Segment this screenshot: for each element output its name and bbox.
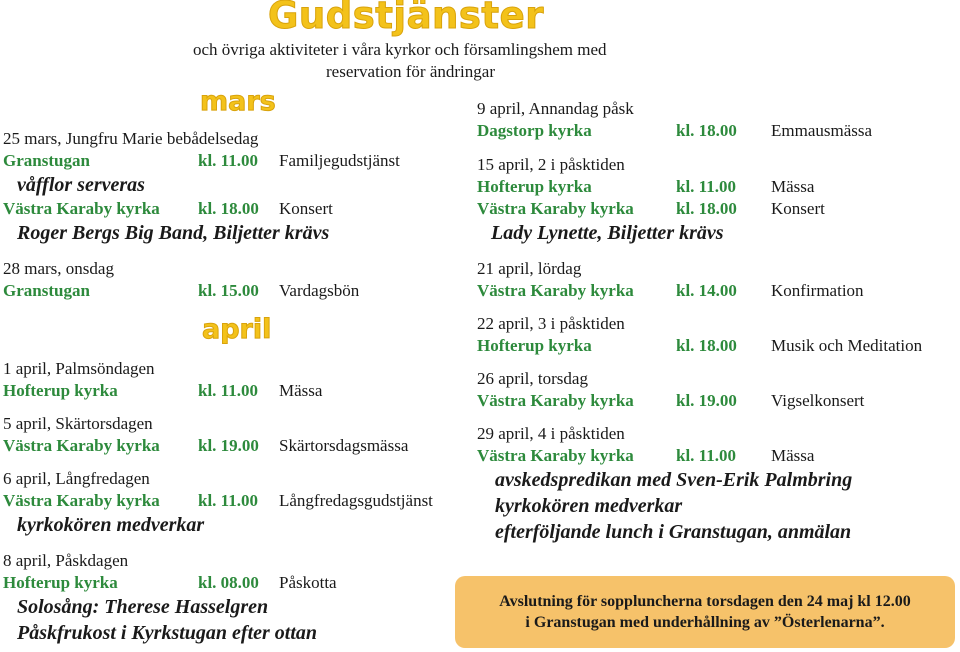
event-date: 26 april, torsdag <box>477 369 588 388</box>
event-time: kl. 19.00 <box>198 436 259 455</box>
event-note: avskedspredikan med Sven-Erik Palmbring <box>495 469 853 491</box>
event-type: Mässa <box>279 381 323 400</box>
event-time: kl. 19.00 <box>676 391 737 410</box>
month-heading-mars: mars <box>200 86 276 117</box>
event-time: kl. 11.00 <box>676 446 736 465</box>
event-location: Västra Karaby kyrka <box>477 199 634 218</box>
event-type: Musik och Meditation <box>771 336 923 355</box>
event-type: Påskotta <box>279 573 337 592</box>
event-type: Konsert <box>771 199 825 218</box>
event-location: Dagstorp kyrka <box>477 121 592 140</box>
event-date: 28 mars, onsdag <box>3 259 114 278</box>
event-location: Västra Karaby kyrka <box>3 199 160 218</box>
event-type: Långfredagsgudstjänst <box>279 491 433 510</box>
event-type: Familjegudstjänst <box>279 151 400 170</box>
event-time: kl. 18.00 <box>676 336 737 355</box>
event-time: kl. 15.00 <box>198 281 259 300</box>
event-note: Påskfrukost i Kyrkstugan efter ottan <box>17 622 318 644</box>
page-title: Gudstjänster <box>268 0 544 37</box>
event-note: Solosång: Therese Hasselgren <box>17 596 269 618</box>
event-type: Mässa <box>771 446 815 465</box>
event-location: Granstugan <box>3 151 90 170</box>
event-date: 9 april, Annandag påsk <box>477 99 634 118</box>
event-time: kl. 11.00 <box>198 381 258 400</box>
event-location: Västra Karaby kyrka <box>477 281 634 300</box>
event-type: Vigselkonsert <box>771 391 865 410</box>
event-date: 29 april, 4 i påsktiden <box>477 424 625 443</box>
event-note: kyrkokören medverkar <box>495 495 683 517</box>
event-date: 25 mars, Jungfru Marie bebådelsedag <box>3 129 259 148</box>
event-date: 6 april, Långfredagen <box>3 469 150 488</box>
event-location: Västra Karaby kyrka <box>3 436 160 455</box>
event-note: våfflor serveras <box>17 174 145 196</box>
banner-line-1: Avslutning för soppluncherna torsdagen den 24 maj kl 12.00 <box>499 593 911 610</box>
event-note: kyrkokören medverkar <box>17 514 205 536</box>
event-type: Emmausmässa <box>771 121 873 140</box>
event-location: Västra Karaby kyrka <box>3 491 160 510</box>
event-time: kl. 11.00 <box>198 491 258 510</box>
banner-line-2: i Granstugan med underhållning av ”Österlenarna”. <box>525 614 885 631</box>
event-note: Roger Bergs Big Band, Biljetter krävs <box>17 222 330 244</box>
event-time: kl. 14.00 <box>676 281 737 300</box>
event-note: efterföljande lunch i Granstugan, anmälan <box>495 521 852 543</box>
event-location: Granstugan <box>3 281 90 300</box>
event-date: 21 april, lördag <box>477 259 582 278</box>
event-type: Mässa <box>771 177 815 196</box>
event-time: kl. 18.00 <box>198 199 259 218</box>
event-type: Vardagsbön <box>279 281 360 300</box>
month-heading-april: april <box>202 314 272 345</box>
subtitle-line-1: och övriga aktiviteter i våra kyrkor och församlingshem med <box>193 40 607 59</box>
event-time: kl. 18.00 <box>676 121 737 140</box>
event-type: Skärtorsdagsmässa <box>279 436 409 455</box>
event-location: Västra Karaby kyrka <box>477 391 634 410</box>
event-date: 22 april, 3 i påsktiden <box>477 314 625 333</box>
event-date: 15 april, 2 i påsktiden <box>477 155 625 174</box>
event-location: Västra Karaby kyrka <box>477 446 634 465</box>
event-time: kl. 11.00 <box>676 177 736 196</box>
event-type: Konsert <box>279 199 333 218</box>
event-date: 1 april, Palmsöndagen <box>3 359 155 378</box>
event-date: 8 april, Påskdagen <box>3 551 129 570</box>
event-location: Hofterup kyrka <box>3 573 118 592</box>
announcement-banner <box>455 576 955 648</box>
event-time: kl. 11.00 <box>198 151 258 170</box>
event-time: kl. 18.00 <box>676 199 737 218</box>
event-note: Lady Lynette, Biljetter krävs <box>491 222 724 244</box>
event-location: Hofterup kyrka <box>477 336 592 355</box>
event-time: kl. 08.00 <box>198 573 259 592</box>
event-type: Konfirmation <box>771 281 864 300</box>
event-location: Hofterup kyrka <box>3 381 118 400</box>
subtitle-line-2: reservation för ändringar <box>326 62 495 81</box>
event-location: Hofterup kyrka <box>477 177 592 196</box>
event-date: 5 april, Skärtorsdagen <box>3 414 153 433</box>
